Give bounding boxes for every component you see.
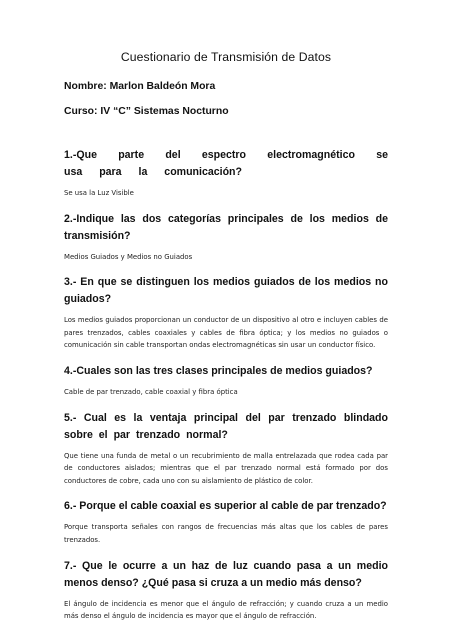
course-line: Curso: IV “C” Sistemas Nocturno [64,106,229,117]
question-4: 4.-Cuales son las tres clases principales de medios guiados? [64,364,373,377]
answer-1: Se usa la Luz Visible [64,189,134,197]
document-title: Cuestionario de Transmisión de Datos [120,50,332,64]
question-1: 1.-Que parte del espectro electromagnético se usa para la comunicación? [64,149,388,178]
answer-3: Los medios guiados proporcionan un conductor de un dispositivo al otro e incluyen cables de pares trenzados, cables coaxiales y cables de fibra óptica; y los medios no guiados o comunicación sin cable transportan ondas electromagnéticas sin usar un conductor físico. [64,316,388,350]
answer-4: Cable de par trenzado, cable coaxial y fibra óptica [64,387,238,396]
answer-6: Porque transporta señales con rangos de frecuencias más altas que los cables de pares trenzados. [64,523,388,544]
answer-2: Medios Guiados y Medios no Guiados [64,252,193,261]
answer-7: El ángulo de incidencia es menor que el ángulo de refracción; y cuando cruza a un medio más denso el ángulo de incidencia es mayor que el ángulo de refracción. [64,599,388,621]
question-5: 5.- Cual es la ventaja principal del par trenzado blindado sobre el par trenzado normal? [64,411,388,441]
student-name: Nombre: Marlon Baldeón Mora [64,81,216,92]
answer-5: Que tiene una funda de metal o un recubrimiento de malla entrelazada que rodea cada par de conductores aislados; mientras que el par trenzado normal está formado por dos conductores de cobre, cada uno con su aislamiento de plástico de color. [64,451,388,485]
question-3: 3.- En que se distinguen los medios guiados de los medios no guiados? [64,276,388,306]
question-7: 7.- Que le ocurre a un haz de luz cuando pasa a un medio menos denso? ¿Qué pasa si cruza a un medio más denso? [64,559,388,589]
question-2: 2.-Indique las dos categorías principales de los medios de transmisión? [64,212,388,242]
question-6: 6.- Porque el cable coaxial es superior al cable de par trenzado? [64,500,387,513]
